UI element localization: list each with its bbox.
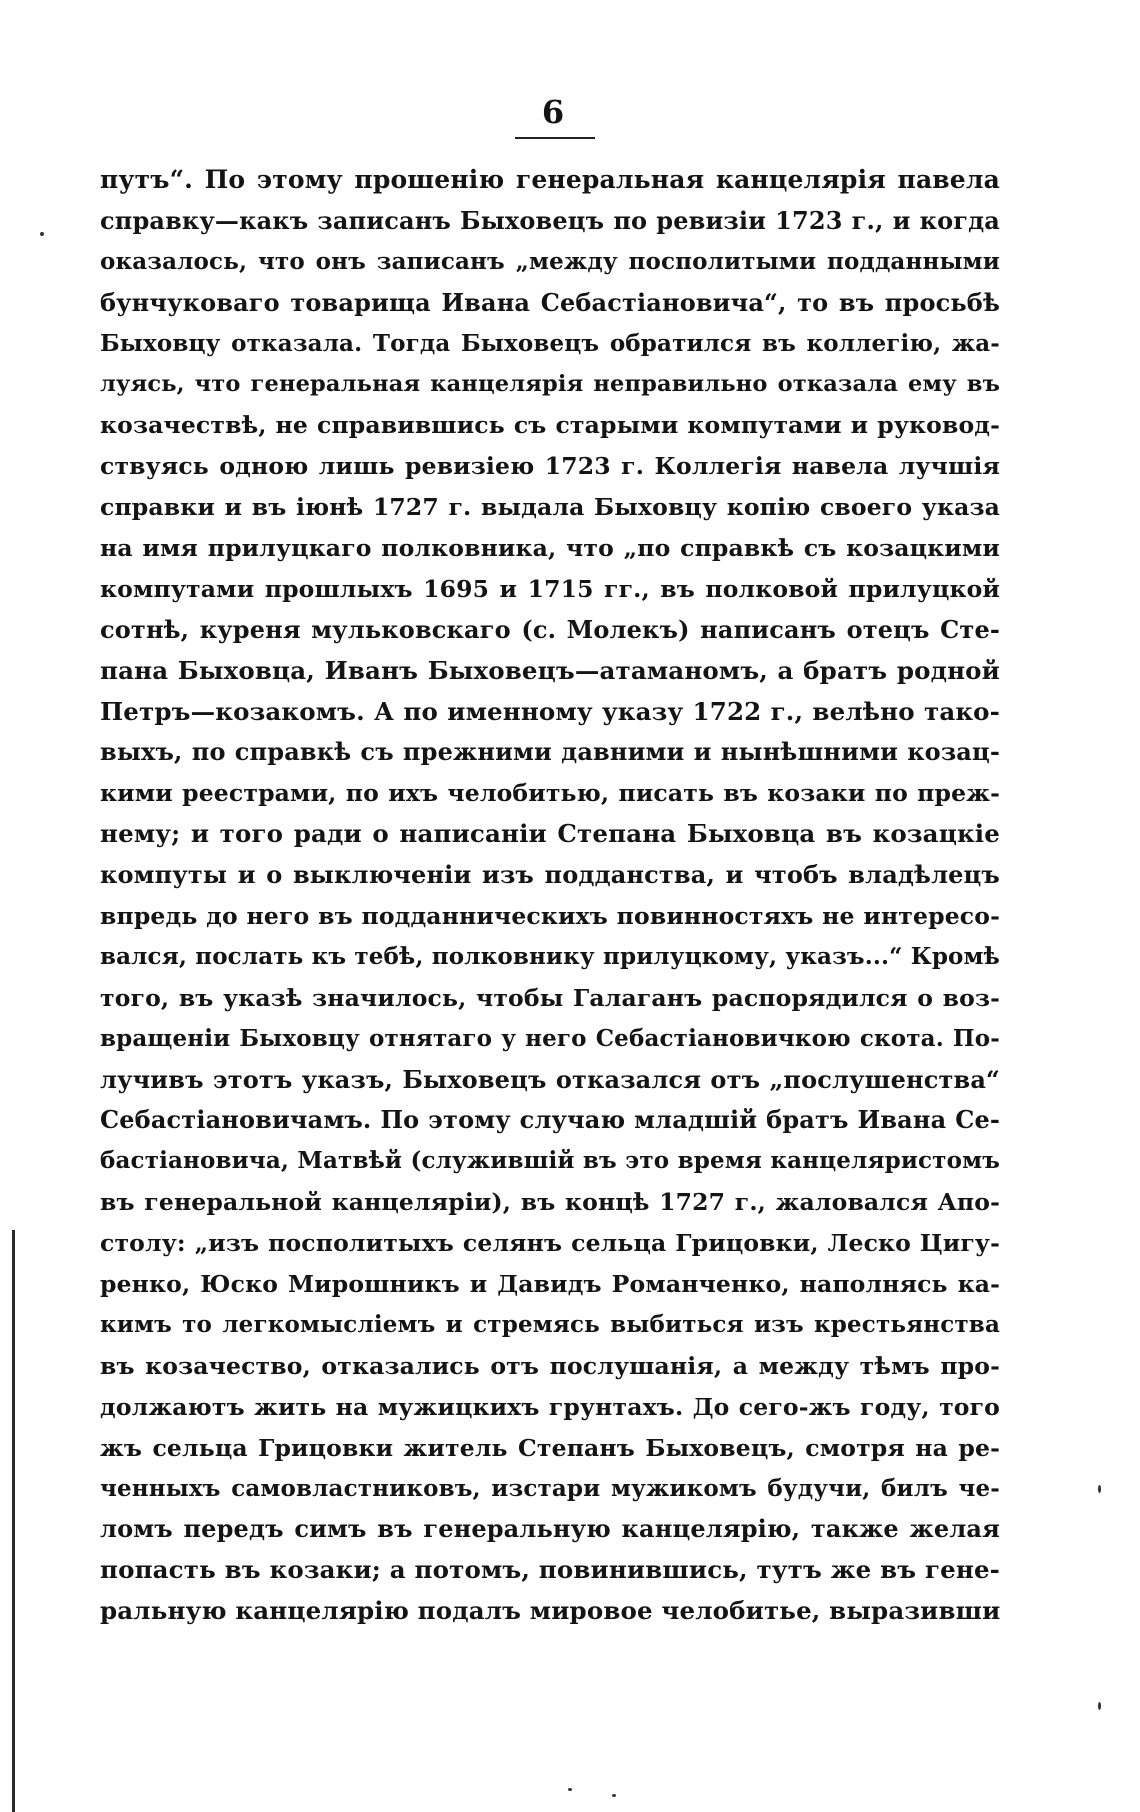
scan-speck — [1098, 1702, 1101, 1710]
scan-speck — [1098, 1485, 1101, 1493]
text-line: Быховцу отказала. Тогда Быховецъ обратился въ коллегію, жа- — [100, 329, 1000, 357]
text-line: луясь, что генеральная канцелярія неправильно отказала ему въ — [100, 371, 1000, 398]
text-line: ченныхъ самовластниковъ, изстари мужикомъ будучи, билъ че- — [100, 1474, 1000, 1502]
text-line: въ генеральной канцеляріи), въ концѣ 1727 г., жаловался Апо- — [100, 1188, 1000, 1217]
text-line: впредь до него въ подданническихъ повинностяхъ не интересо- — [100, 902, 1000, 931]
scan-speck — [612, 1794, 616, 1797]
text-line: ломъ передъ симъ въ генеральную канцелярію, также желая — [100, 1514, 1000, 1544]
text-line: справки и въ іюнѣ 1727 г. выдала Быховцу копію своего указа — [100, 493, 1000, 522]
text-line: Себастіановичамъ. По этому случаю младшій братъ Ивана Се- — [100, 1105, 1000, 1135]
text-line: Петръ—козакомъ. А по именному указу 1722 г., велѣно тако- — [100, 696, 1000, 726]
text-line: выхъ, по справкѣ съ прежними давними и нынѣшними козац- — [100, 737, 1000, 767]
text-line: того, въ указѣ значилось, чтобы Галаганъ распорядился о воз- — [100, 983, 1000, 1012]
text-line: на имя прилуцкаго полковника, что „по справкѣ съ козацкими — [100, 534, 1000, 563]
text-line: сотнѣ, куреня мульковскаго (с. Молекъ) написанъ отецъ Сте- — [100, 614, 1000, 644]
text-line: бунчуковаго товарища Ивана Себастіановича“, то въ просьбѣ — [100, 287, 1000, 317]
scan-speck — [40, 232, 44, 236]
text-line: оказалось, что онъ записанъ „между посполитыми подданными — [100, 247, 1000, 275]
scan-margin-line — [12, 1230, 15, 1812]
text-line: ствуясь одною лишь ревизіею 1723 г. Коллегія навела лучшія — [100, 452, 1000, 481]
text-line: столу: „изъ посполитыхъ селянъ сельца Грицовки, Леско Цигу- — [100, 1229, 1000, 1258]
text-line: козачествѣ, не справившись съ старыми компутами и руковод- — [100, 411, 1000, 440]
text-line: кими реестрами, по ихъ челобитью, писать въ козаки по преж- — [100, 779, 1000, 808]
scan-speck — [568, 1788, 572, 1791]
body-text — [100, 160, 1000, 1632]
text-line: ренко, Юско Мирошникъ и Давидъ Романченко, наполнясь ка- — [100, 1270, 1000, 1299]
text-line: компутами прошлыхъ 1695 и 1715 гг., въ полковой прилуцкой — [100, 574, 1000, 603]
text-line: ральную канцелярію подалъ мировое челобитье, выразивши — [100, 1596, 1001, 1626]
text-line: путъ“. По этому прошенію генеральная канцелярія павела — [100, 165, 1000, 194]
text-line: попасть въ козаки; а потомъ, повинившись, тутъ же въ гене- — [100, 1555, 1000, 1585]
text-line: должаютъ жить на мужицкихъ грунтахъ. До сего-жъ году, того — [100, 1392, 1000, 1421]
text-line: кимъ то легкомысліемъ и стремясь выбиться изъ крестьянства — [100, 1310, 1000, 1338]
text-line: въ козачество, отказались отъ послушанія, а между тѣмъ про- — [100, 1351, 1000, 1380]
text-line: вался, послать къ тебѣ, полковнику прилуцкому, указъ...“ Кромѣ — [100, 942, 1000, 970]
text-line: пана Быховца, Иванъ Быховецъ—атаманомъ, а братъ родной — [100, 655, 1000, 685]
text-line: нему; и того ради о написаніи Степана Быховца въ козацкіе — [100, 819, 1000, 849]
text-line: жъ сельца Грицовки житель Степанъ Быховецъ, смотря на ре- — [100, 1433, 1000, 1462]
text-line: вращеніи Быховцу отнятаго у него Себастіановичкою скота. По- — [100, 1024, 1000, 1052]
text-line: лучивъ этотъ указъ, Быховецъ отказался отъ „послушенства“ — [100, 1064, 1000, 1094]
text-line: справку—какъ записанъ Быховецъ по ревизіи 1723 г., и когда — [100, 205, 1000, 235]
text-line: бастіановича, Матвѣй (служившій въ это время канцеляристомъ — [100, 1147, 1000, 1175]
page-number-underline — [515, 137, 595, 139]
page-number: 6 — [541, 93, 565, 131]
text-line: компуты и о выключеніи изъ подданства, и чтобъ владѣлецъ — [100, 860, 1000, 890]
